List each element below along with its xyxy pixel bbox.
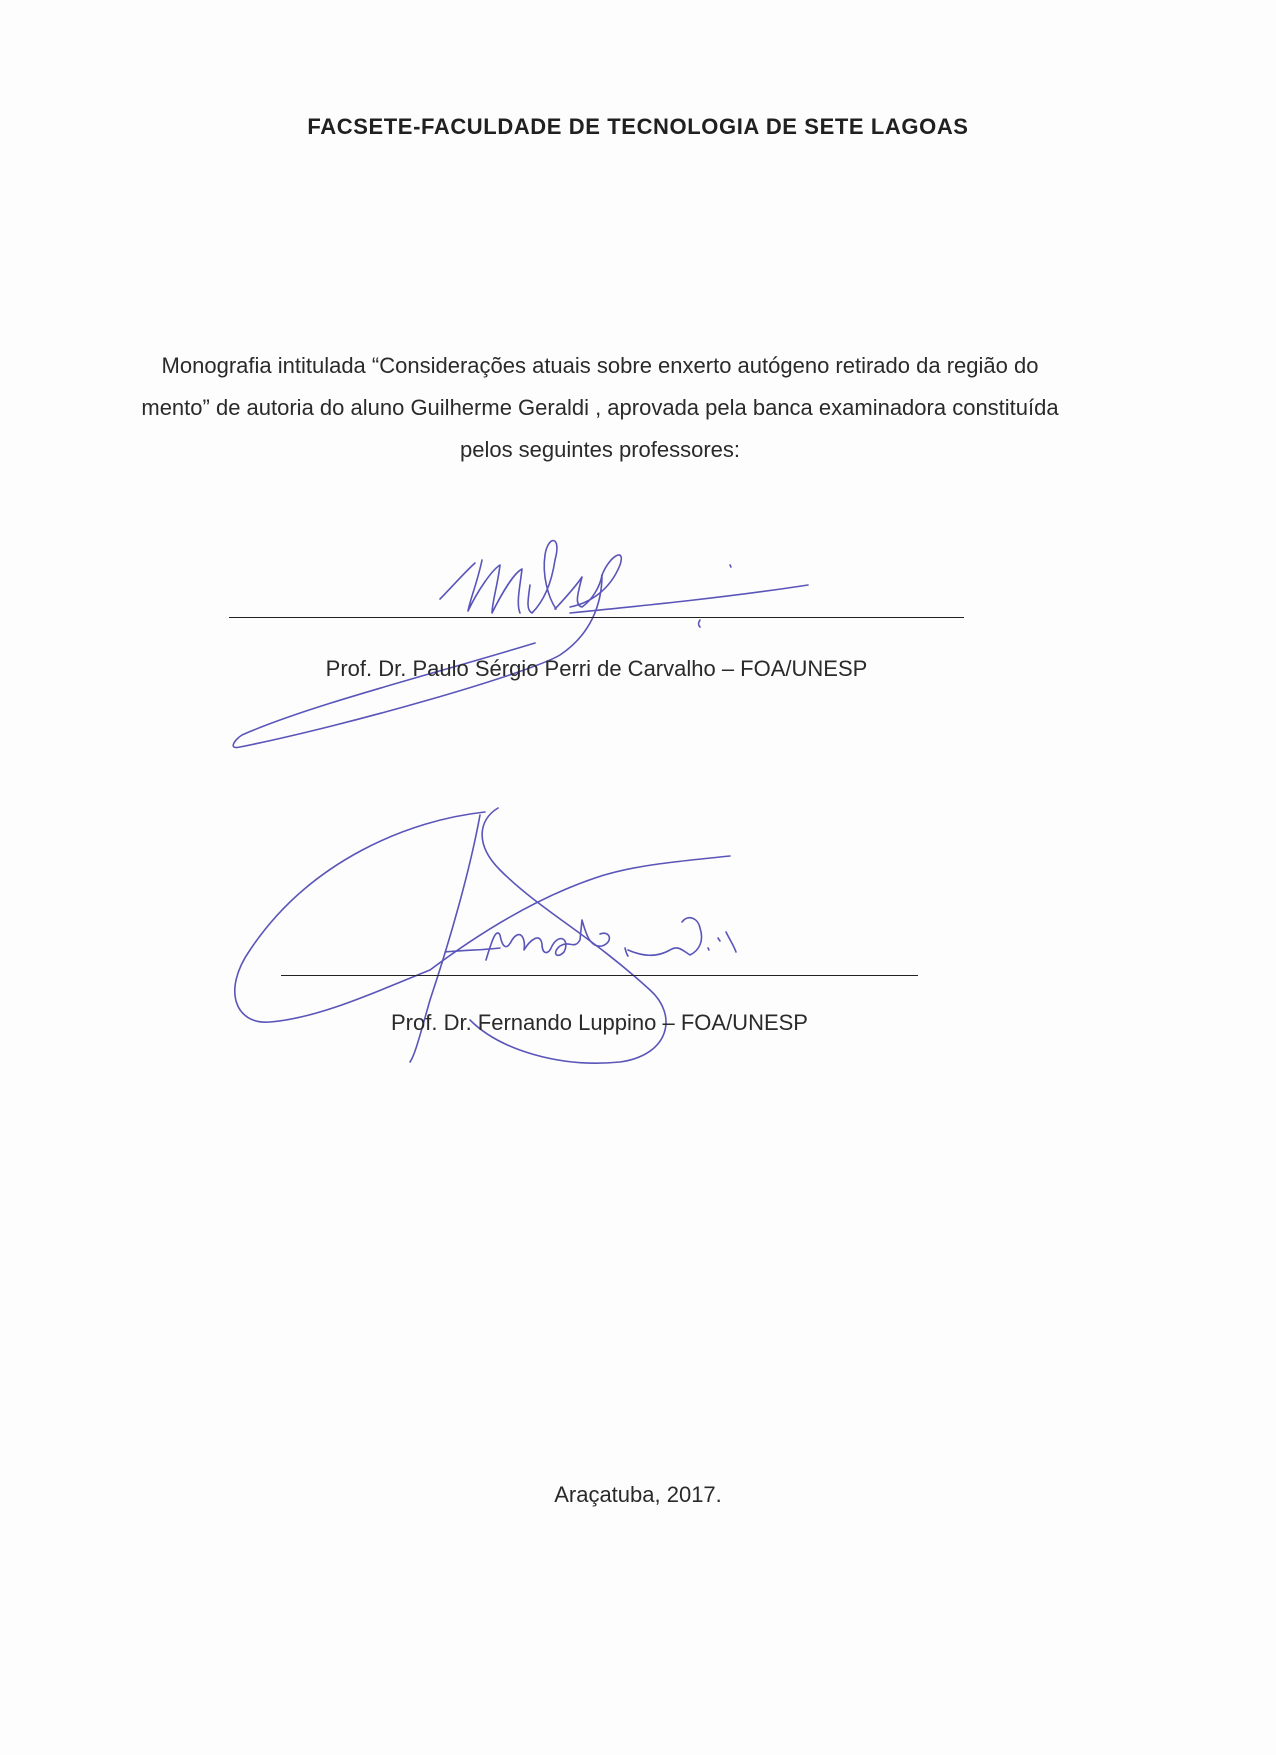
place-date: Araçatuba, 2017. [554, 1482, 722, 1507]
examiner-name-2: Prof. Dr. Fernando Luppino – FOA/UNESP [391, 1010, 808, 1035]
signature-2 [230, 800, 790, 1080]
examiner-name-1: Prof. Dr. Paulo Sérgio Perri de Carvalho – FOA/UNESP [325, 656, 868, 681]
signature-line-1 [229, 617, 964, 618]
signature-1 [230, 525, 830, 760]
institution-title: FACSETE-FACULDADE DE TECNOLOGIA DE SETE LAGOAS [307, 114, 969, 139]
approval-statement: Monografia intitulada “Considerações atuais sobre enxerto autógeno retirado da região do mento” de autoria do aluno Guilherme Geraldi , aprovada pela banca examinadora constituída pelos seguintes professores: [141, 353, 1059, 462]
signature-line-2 [281, 975, 918, 976]
